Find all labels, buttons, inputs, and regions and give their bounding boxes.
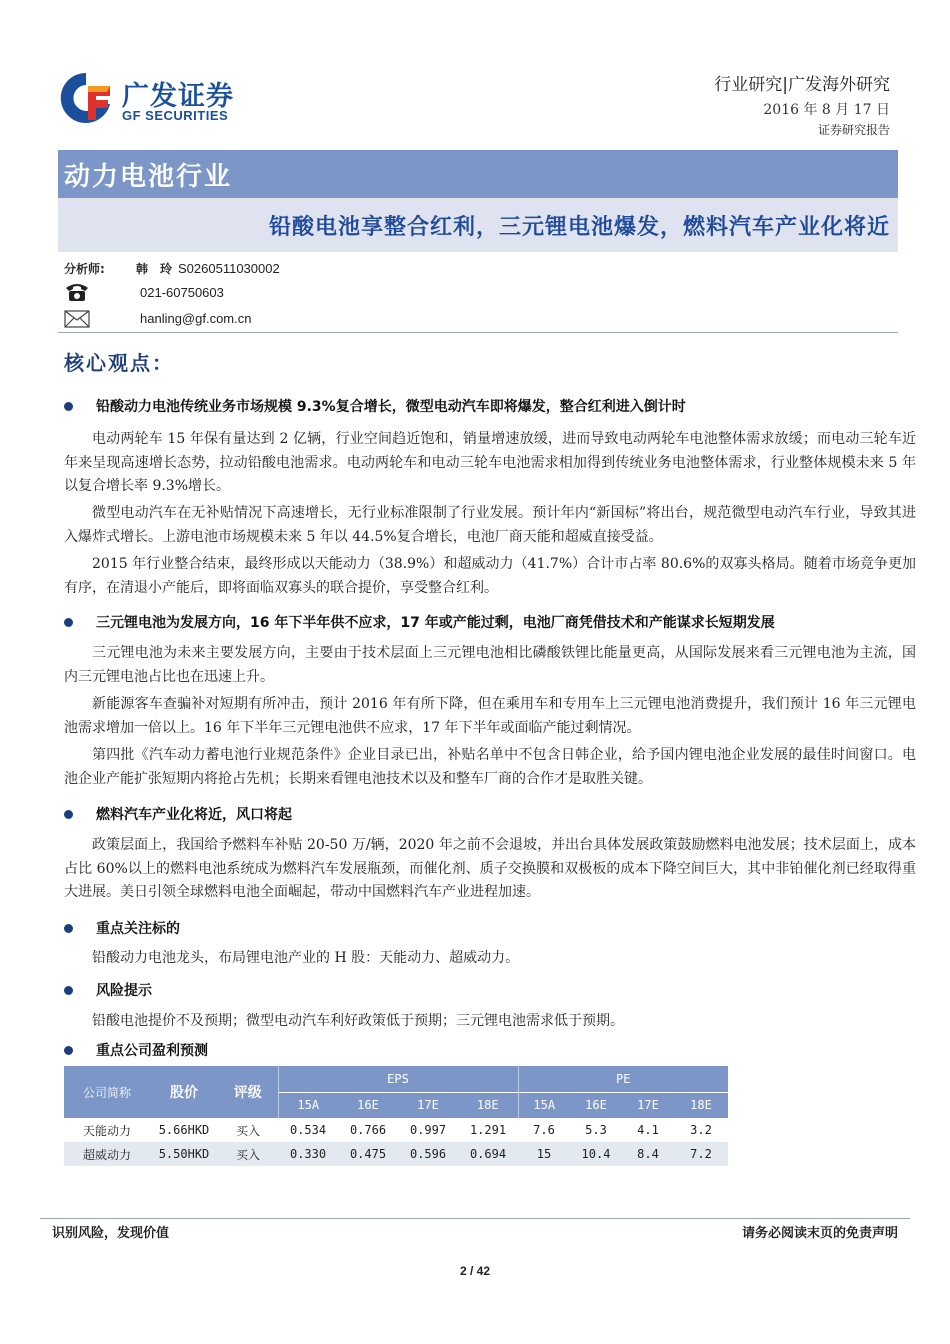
paragraph: 三元锂电池为未来主要发展方向，主要由于技术层面上三元锂电池相比磷酸铁锂比能量更高，从国际发展来看三元锂电池为主流，国内三元锂电池占比也在迅速上升。 <box>64 645 916 685</box>
footer-slogan: 识别风险，发现价值 <box>52 1226 170 1241</box>
col-year: 15A <box>278 1092 338 1118</box>
cell-eps: 0.694 <box>458 1142 518 1166</box>
cell-eps: 0.330 <box>278 1142 338 1166</box>
footer-disclaimer-note: 请务必阅读末页的免责声明 <box>741 1226 898 1241</box>
table-row <box>64 1118 728 1142</box>
footer-divider <box>40 1218 910 1219</box>
report-headline: 铅酸电池享整合红利，三元锂电池爆发，燃料汽车产业化将近 <box>268 215 890 240</box>
cell-eps: 0.475 <box>338 1142 398 1166</box>
page-number: 2 / 42 <box>459 1264 491 1278</box>
report-type: 行业研究|广发海外研究 <box>714 75 890 95</box>
report-header-info <box>714 70 890 138</box>
paragraph: 第四批《汽车动力蓄电池行业规范条件》企业目录已出，补贴名单中不包含日韩企业，给予国内锂电池企业发展的最佳时间窗口。电池企业产能扩张短期内将抢占先机；长期来看锂电池技术以及和整车厂商的合作才是取胜关键。 <box>64 747 916 787</box>
col-year: 16E <box>338 1092 398 1118</box>
bullet-icon <box>64 402 73 411</box>
cell-pe: 4.1 <box>622 1118 674 1142</box>
cell-eps: 0.997 <box>398 1118 458 1142</box>
cell-price: 5.50HKD <box>150 1142 218 1166</box>
brand-en-name: GF SECURITIES <box>122 108 229 123</box>
analyst-license: S0260511030002 <box>178 261 280 276</box>
table-row <box>64 1142 728 1166</box>
bullet-icon <box>64 1046 73 1055</box>
analyst-phone[interactable]: 021-60750603 <box>140 285 224 300</box>
cell-eps: 0.596 <box>398 1142 458 1166</box>
col-rating: 评级 <box>218 1066 278 1118</box>
gf-logo <box>58 70 258 126</box>
paragraph: 新能源客车查骗补对短期有所冲击，预计 2016 年有所下降，但在乘用车和专用车上三元锂电池消费提升，我们预计 16 年三元锂电池需求增加一倍以上。16 年下半年三元锂电池供不应求，17 年下半年或面临产能过剩情况。 <box>64 696 916 736</box>
col-year: 18E <box>458 1092 518 1118</box>
analyst-email[interactable]: hanling@gf.com.cn <box>140 311 252 326</box>
mail-icon <box>64 309 90 329</box>
col-price: 股价 <box>150 1066 218 1118</box>
cell-pe: 10.4 <box>570 1142 622 1166</box>
divider <box>58 332 898 333</box>
col-company: 公司简称 <box>64 1066 150 1118</box>
col-year: 17E <box>622 1092 674 1118</box>
gf-logo-icon <box>58 70 114 126</box>
col-year: 16E <box>570 1092 622 1118</box>
analyst-line <box>64 260 280 277</box>
paragraph: 2015 年行业整合结束，最终形成以天能动力（38.9%）和超威动力（41.7%）合计市占率 80.6%的双寡头格局。随着市场竞争更加有序，在清退小产能后，即将面临双寡头的联合提价，享受整合红利。 <box>64 556 916 596</box>
analyst-label: 分析师: <box>64 262 105 276</box>
industry-title-band <box>58 150 898 198</box>
bullet-icon <box>64 986 73 995</box>
bullet-icon <box>64 810 73 819</box>
core-views-title: 核心观点： <box>64 351 174 375</box>
paragraph: 铅酸电池提价不及预期；微型电动汽车利好政策低于预期；三元锂电池需求低于预期。 <box>92 1013 624 1029</box>
paragraph: 政策层面上，我国给予燃料车补贴 20-50 万/辆，2020 年之前不会退坡，并出台具体发展政策鼓励燃料电池发展；技术层面上，成本占比 60%以上的燃料电池系统成为燃料汽车发展瓶颈，而催化剂、质子交换膜和双极板的成本下降空间巨大，其中非铂催化剂已经取得重大进展。美日引领全球燃料电池全面崛起，带动中国燃料汽车产业进程加速。 <box>64 837 916 900</box>
cell-pe: 8.4 <box>622 1142 674 1166</box>
cell-pe: 3.2 <box>674 1118 728 1142</box>
col-year: 15A <box>518 1092 570 1118</box>
paragraph: 微型电动汽车在无补贴情况下高速增长，无行业标准限制了行业发展。预计年内“新国标”将出台，规范微型电动汽车行业，导致其进入爆炸式增长。上游电池市场规模未来 5 年以 44.5%复合增长，电池厂商天能和超威直接受益。 <box>64 505 916 545</box>
cell-eps: 0.534 <box>278 1118 338 1142</box>
paragraph: 电动两轮车 15 年保有量达到 2 亿辆，行业空间趋近饱和，销量增速放缓，进而导致电动两轮车电池整体需求放缓；而电动三轮车近年来呈现高速增长态势，拉动铅酸电池需求。电动两轮车和电动三轮车电池需求相加得到传统业务电池整体需求，行业整体规模未来 5 年以复合增长率 9.3%增长。 <box>64 431 916 494</box>
bullet-icon <box>64 618 73 627</box>
cell-price: 5.66HKD <box>150 1118 218 1142</box>
cell-pe: 15 <box>518 1142 570 1166</box>
earnings-forecast-table <box>64 1066 728 1166</box>
cell-eps: 1.291 <box>458 1118 518 1142</box>
report-label: 证券研究报告 <box>817 123 890 137</box>
col-group-pe: PE <box>518 1066 728 1092</box>
cell-pe: 5.3 <box>570 1118 622 1142</box>
cell-company: 超威动力 <box>64 1142 150 1166</box>
industry-title: 动力电池行业 <box>64 162 233 192</box>
paragraph: 铅酸动力电池龙头，布局锂电池产业的 H 股：天能动力、超威动力。 <box>92 950 520 966</box>
headline-band <box>58 198 898 252</box>
cell-eps: 0.766 <box>338 1118 398 1142</box>
cell-rating: 买入 <box>218 1142 278 1166</box>
bullet-icon <box>64 924 73 933</box>
cell-pe: 7.6 <box>518 1118 570 1142</box>
col-group-eps: EPS <box>278 1066 518 1092</box>
cell-rating: 买入 <box>218 1118 278 1142</box>
col-year: 17E <box>398 1092 458 1118</box>
cell-pe: 7.2 <box>674 1142 728 1166</box>
brand-cn-name: 广发证券 <box>122 81 234 112</box>
phone-icon <box>64 282 90 302</box>
analyst-name: 韩 玲 <box>136 262 173 276</box>
report-date: 2016 年 8 月 17 日 <box>763 102 890 118</box>
col-year: 18E <box>674 1092 728 1118</box>
cell-company: 天能动力 <box>64 1118 150 1142</box>
